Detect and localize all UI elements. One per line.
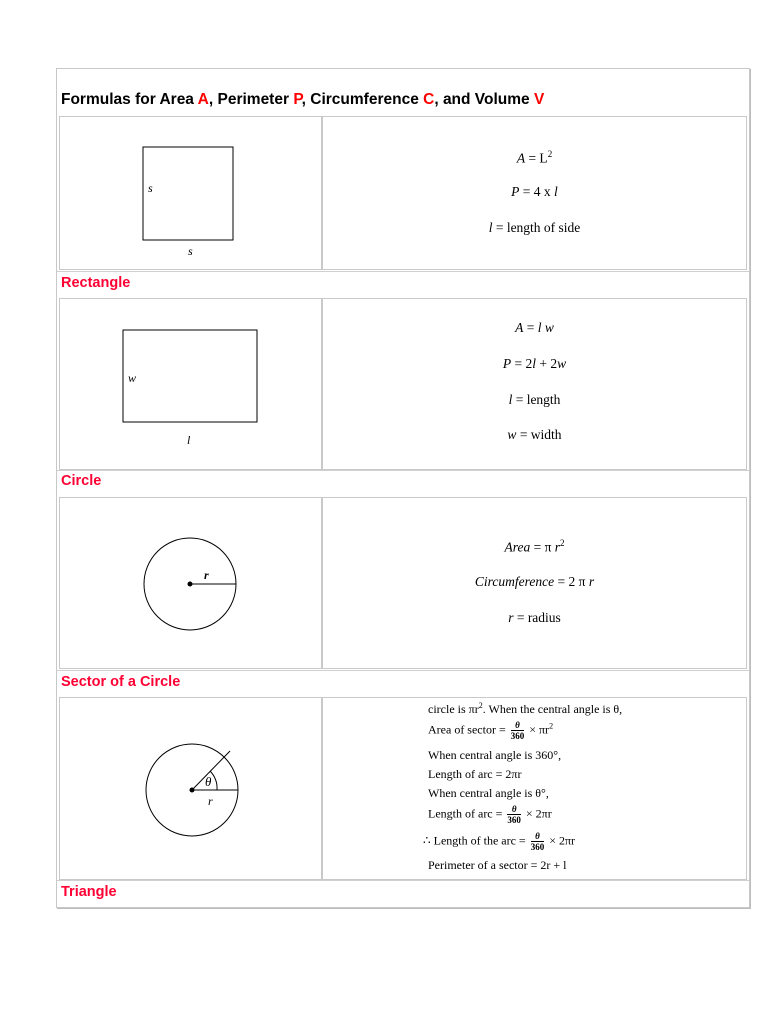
rectangle-width-label: w <box>128 371 137 385</box>
sector-arc-conclusion: ∴ Length of the arc = $\frac{\theta}{360}$ × 2πr <box>423 831 576 852</box>
divider <box>57 670 749 671</box>
rectangle-shape <box>123 330 257 422</box>
sector-line-5: When central angle is θ°, <box>428 786 549 800</box>
sector-diagram <box>60 698 321 879</box>
sector-line-4: Length of arc = 2πr <box>428 767 522 781</box>
square-perimeter-formula: P = 4 x l <box>511 184 558 199</box>
sector-radius-label: r <box>208 794 213 808</box>
circle-radius-definition: r = radius <box>508 610 561 625</box>
formula-sheet <box>56 68 750 908</box>
circle-diagram <box>60 498 321 668</box>
divider <box>57 880 749 881</box>
square-side-left-label: s <box>148 181 153 195</box>
sector-line-3: When central angle is 360°, <box>428 748 562 762</box>
circle-radius-label: r <box>204 568 209 582</box>
sector-arc-formula: Length of arc = $\frac{\theta}{360}$ × 2πr <box>428 804 552 825</box>
title-perimeter-symbol: P <box>293 91 302 108</box>
rectangle-length-definition: l = length <box>508 392 561 407</box>
circle-circumference-formula: Circumference = 2 π r <box>474 574 595 589</box>
square-side-definition: l = length of side <box>488 220 581 235</box>
title-circumference-symbol: C <box>423 91 435 108</box>
rectangle-heading: Rectangle <box>61 275 131 291</box>
sector-figure-cell <box>59 697 322 880</box>
rectangle-perimeter-formula: P = 2l + 2w <box>502 356 567 371</box>
square-diagram <box>60 117 321 269</box>
rectangle-area-formula: A = l w <box>515 320 554 335</box>
rectangle-diagram <box>60 299 321 469</box>
square-shape <box>143 147 233 240</box>
square-formula-cell <box>322 116 747 270</box>
rectangle-width-definition: w = width <box>507 427 562 442</box>
rectangle-length-label: l <box>187 433 191 447</box>
divider <box>57 271 749 272</box>
page-title: Formulas for Area A, Perimeter P, Circumference C, and Volume V <box>61 91 545 108</box>
title-area-symbol: A <box>197 91 209 108</box>
rectangle-figure-cell <box>59 298 322 470</box>
sector-angle-label: θ <box>205 774 212 789</box>
sector-perimeter-formula: Perimeter of a sector = 2r + l <box>428 858 567 872</box>
rectangle-formula-cell <box>322 298 747 470</box>
square-side-bottom-label: s <box>188 244 193 258</box>
circle-figure-cell <box>59 497 322 669</box>
divider <box>57 470 749 471</box>
sector-heading: Sector of a Circle <box>61 674 181 690</box>
square-area-formula: $A = L^2$ <box>516 149 553 166</box>
sector-formula-cell <box>322 697 747 880</box>
title-volume-symbol: V <box>533 91 545 108</box>
square-figure-cell <box>59 116 322 270</box>
triangle-heading: Triangle <box>61 884 117 900</box>
circle-formula-cell <box>322 497 747 669</box>
sector-area-formula: Area of sector = $\frac{\theta}{360}$ × $\pi r^2$ <box>428 720 554 741</box>
sector-line-1: circle is $\pi r^2$. When the central angle is θ, <box>428 701 623 716</box>
circle-heading: Circle <box>61 473 102 489</box>
circle-area-formula: Area = π $r^2$ <box>504 538 565 555</box>
